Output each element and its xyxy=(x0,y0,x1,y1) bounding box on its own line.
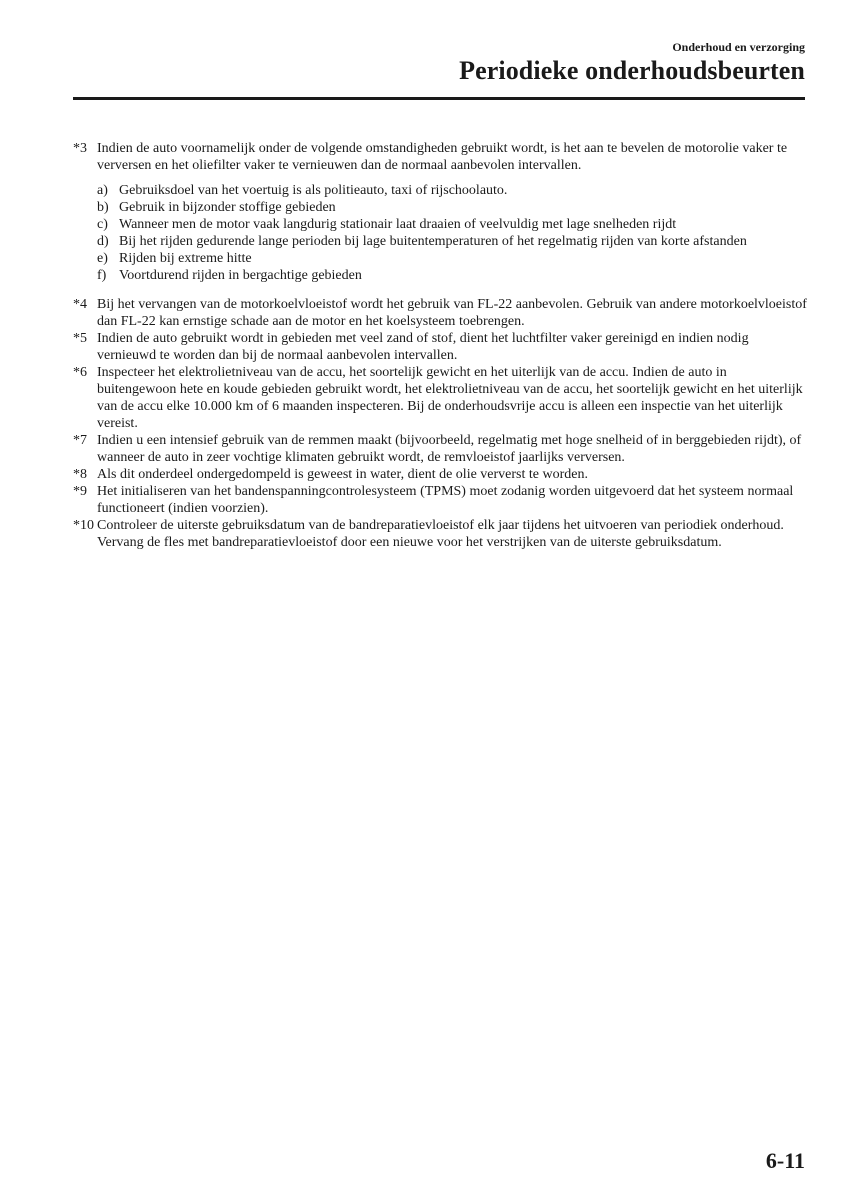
notes-list xyxy=(73,140,808,551)
note-8 xyxy=(73,466,808,483)
note-10 xyxy=(73,517,808,551)
note-5 xyxy=(73,330,808,364)
list-item-text: Rijden bij extreme hitte xyxy=(119,251,252,266)
note-marker: *6 xyxy=(73,365,87,380)
list-item-marker: f) xyxy=(97,268,107,283)
note-text: Indien de auto gebruikt wordt in gebieden met veel zand of stof, dient het luchtfilter vaker gereinigd en indien nodig vernieuwd te worden dan bij de normaal aanbevolen intervallen. xyxy=(97,331,749,363)
note-text: Indien u een intensief gebruik van de remmen maakt (bijvoorbeeld, regelmatig met hoge snelheid of in berggebieden rijdt), of wanneer de auto in zeer vochtige klimaten gebruikt wordt, de remvloeistof jaarlijks verversen. xyxy=(97,433,802,465)
list-item-marker: c) xyxy=(97,217,108,232)
note-text: Bij het vervangen van de motorkoelvloeistof wordt het gebruik van FL-22 aanbevolen. Gebruik van andere motorkoelvloeistof dan FL-22 kan ernstige schade aan de motor en het koelsysteem toebrengen. xyxy=(97,297,807,329)
list-item-text: Bij het rijden gedurende lange perioden bij lage buitentemperaturen of het regelmatig rijden van korte afstanden xyxy=(119,234,747,249)
note-9 xyxy=(73,483,808,517)
page-number: 6-11 xyxy=(765,1148,805,1173)
list-item-marker: b) xyxy=(97,200,109,215)
note-text: Controleer de uiterste gebruiksdatum van de bandreparatievloeistof elk jaar tijdens het uitvoeren van periodiek onderhoud. Vervang de fles met bandreparatievloeistof door een nieuwe voor het verstrijken van de uiterste gebruiksdatum. xyxy=(97,518,784,550)
note-marker: *10 xyxy=(73,518,94,533)
note-marker: *7 xyxy=(73,433,87,448)
note-marker: *4 xyxy=(73,297,87,312)
list-item-marker: d) xyxy=(97,234,109,249)
list-item-text: Wanneer men de motor vaak langdurig stationair laat draaien of veelvuldig met lage snelheden rijdt xyxy=(119,217,677,232)
note-text: Indien de auto voornamelijk onder de volgende omstandigheden gebruikt wordt, is het aan te bevelen de motorolie vaker te verversen en het oliefilter vaker te vernieuwen dan de normaal aanbevolen intervallen. xyxy=(97,141,788,173)
note-marker: *5 xyxy=(73,331,87,346)
note-text: Het initialiseren van het bandenspanningcontrolesysteem (TPMS) moet zodanig worden uitgevoerd dat het systeem normaal functioneert (indien voorzien). xyxy=(97,484,794,516)
note-3 xyxy=(73,140,808,174)
list-item xyxy=(97,233,808,250)
list-item xyxy=(97,216,808,233)
note-6 xyxy=(73,364,808,432)
page-title: Periodieke onderhoudsbeurten xyxy=(459,56,805,85)
list-item-text: Gebruik in bijzonder stoffige gebieden xyxy=(119,200,336,215)
note-marker: *8 xyxy=(73,467,87,482)
list-item-marker: e) xyxy=(97,251,108,266)
note-4 xyxy=(73,296,808,330)
note-text: Inspecteer het elektrolietniveau van de accu, het soortelijk gewicht en het uiterlijk van de accu. Indien de auto in buitengewoon hete en koude gebieden gebruikt wordt, het elektrolietniveau van de accu, het soortelijk gewicht en het uiterlijk van de accu elke 10.000 km of 6 maanden inspecteren. Bij de onderhoudsvrije accu is alleen een inspectie van het uiterlijk vereist. xyxy=(97,365,803,431)
note-marker: *3 xyxy=(73,141,87,156)
list-item-marker: a) xyxy=(97,183,108,198)
note-text: Als dit onderdeel ondergedompeld is geweest in water, dient de olie ververst te worden. xyxy=(97,467,588,482)
list-item-text: Gebruiksdoel van het voertuig is als politieauto, taxi of rijschoolauto. xyxy=(119,183,508,198)
list-item xyxy=(97,199,808,216)
list-item xyxy=(97,182,808,199)
list-item xyxy=(97,267,808,284)
section-title: Onderhoud en verzorging xyxy=(672,40,805,54)
list-item-text: Voortdurend rijden in bergachtige gebieden xyxy=(119,268,362,283)
conditions-list xyxy=(97,182,808,284)
header-divider xyxy=(73,97,805,100)
note-7 xyxy=(73,432,808,466)
list-item xyxy=(97,250,808,267)
note-marker: *9 xyxy=(73,484,87,499)
